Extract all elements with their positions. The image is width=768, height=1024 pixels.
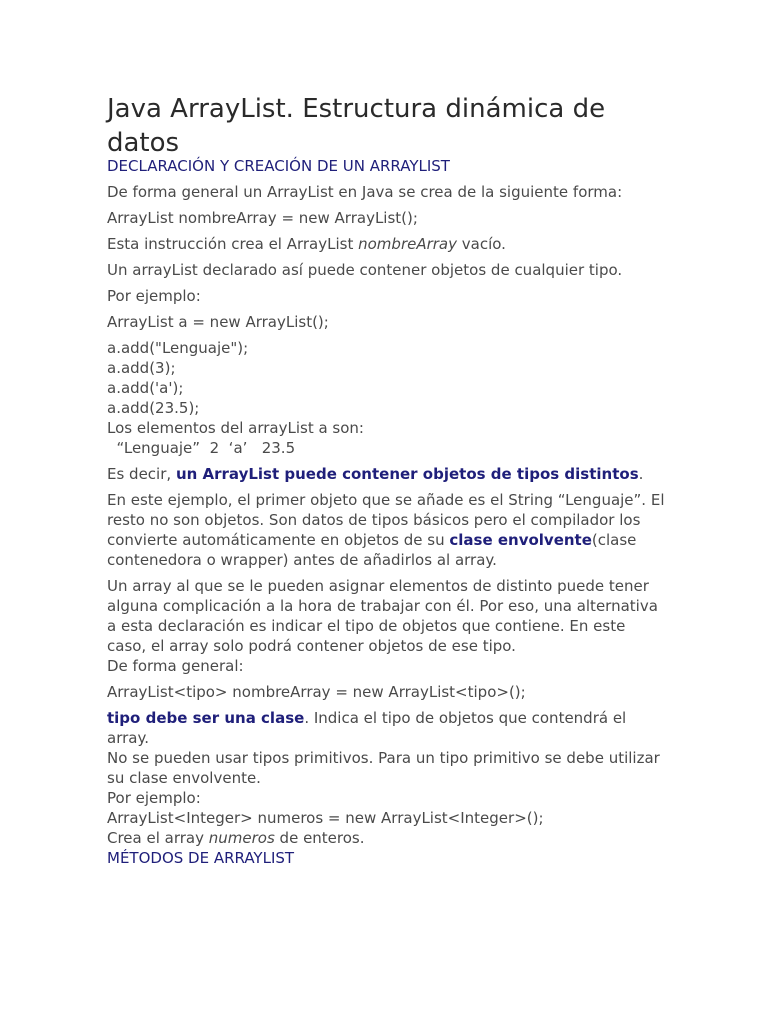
section-heading-metodos: MÉTODOS DE ARRAYLIST xyxy=(107,849,295,867)
article-body xyxy=(107,156,667,874)
text: . xyxy=(638,465,644,483)
text: de enteros. xyxy=(274,829,365,847)
code-line-add-3: a.add(23.5); xyxy=(107,399,200,417)
paragraph-empty-arraylist xyxy=(107,234,667,254)
paragraph-wrapper xyxy=(107,490,667,570)
text: (clase contenedora o wrapper) antes de añadirlos al array. xyxy=(107,531,637,569)
text: En este ejemplo, el primer objeto que se añade es el String “Lenguaje”. El resto no son objetos. Son datos de tipos básicos pero el compilador los convierte automáticamente en objetos de su xyxy=(107,491,665,549)
paragraph-example-label: Por ejemplo: xyxy=(107,287,201,305)
code-line-arraylist-a: ArrayList a = new ArrayList(); xyxy=(107,313,329,331)
code-line-add-1: a.add(3); xyxy=(107,359,176,377)
code-line-add-2: a.add('a'); xyxy=(107,379,184,397)
paragraph-general-form: De forma general: xyxy=(107,657,244,675)
code-line-integer: ArrayList<Integer> numeros = new ArrayList<Integer>(); xyxy=(107,809,544,827)
page-title: Java ArrayList. Estructura dinámica de datos xyxy=(107,94,606,158)
link-distinct-types[interactable]: un ArrayList puede contener objetos de tipos distintos xyxy=(175,465,639,483)
paragraph-primitives: No se pueden usar tipos primitivos. Para un tipo primitivo se debe utilizar su clase envolvente. xyxy=(107,749,660,787)
code-line-add-0: a.add("Lenguaje"); xyxy=(107,339,249,357)
paragraph-example-label-2: Por ejemplo: xyxy=(107,789,201,807)
text: Esta instrucción crea el ArrayList xyxy=(107,235,359,253)
paragraph-any-type: Un arrayList declarado así puede contener objetos de cualquier tipo. xyxy=(107,261,623,279)
emphasis-numeros: numeros xyxy=(208,829,275,847)
section-heading-declaracion: DECLARACIÓN Y CREACIÓN DE UN ARRAYLIST xyxy=(107,157,450,175)
text: . Indica el tipo de objetos que contendrá el array. xyxy=(107,709,627,747)
code-line-generic: ArrayList<tipo> nombreArray = new ArrayList<tipo>(); xyxy=(107,683,526,701)
link-clase-envolvente[interactable]: clase envolvente xyxy=(449,531,592,549)
elements-intro: Los elementos del arrayList a son: xyxy=(107,419,364,437)
paragraph-distinct-types xyxy=(107,464,667,484)
paragraph-intro: De forma general un ArrayList en Java se crea de la siguiente forma: xyxy=(107,183,623,201)
elements-values: “Lenguaje” 2 ‘a’ 23.5 xyxy=(107,439,296,457)
emphasis-nombrearray: nombreArray xyxy=(358,235,458,253)
paragraph-typed-array: Un array al que se le pueden asignar elementos de distinto puede tener alguna complicación a la hora de trabajar con él. Por eso, una alternativa a esta declaración es indicar el tipo de objetos que contiene. En este caso, el array solo podrá contener objetos de ese tipo. xyxy=(107,577,658,655)
paragraph-numeros xyxy=(107,828,667,848)
text: Es decir, xyxy=(107,465,176,483)
link-tipo-clase[interactable]: tipo debe ser una clase xyxy=(107,709,305,727)
code-line-declaration: ArrayList nombreArray = new ArrayList(); xyxy=(107,209,418,227)
paragraph-tipo-clase xyxy=(107,708,667,748)
text: vacío. xyxy=(457,235,506,253)
text: Crea el array xyxy=(107,829,209,847)
